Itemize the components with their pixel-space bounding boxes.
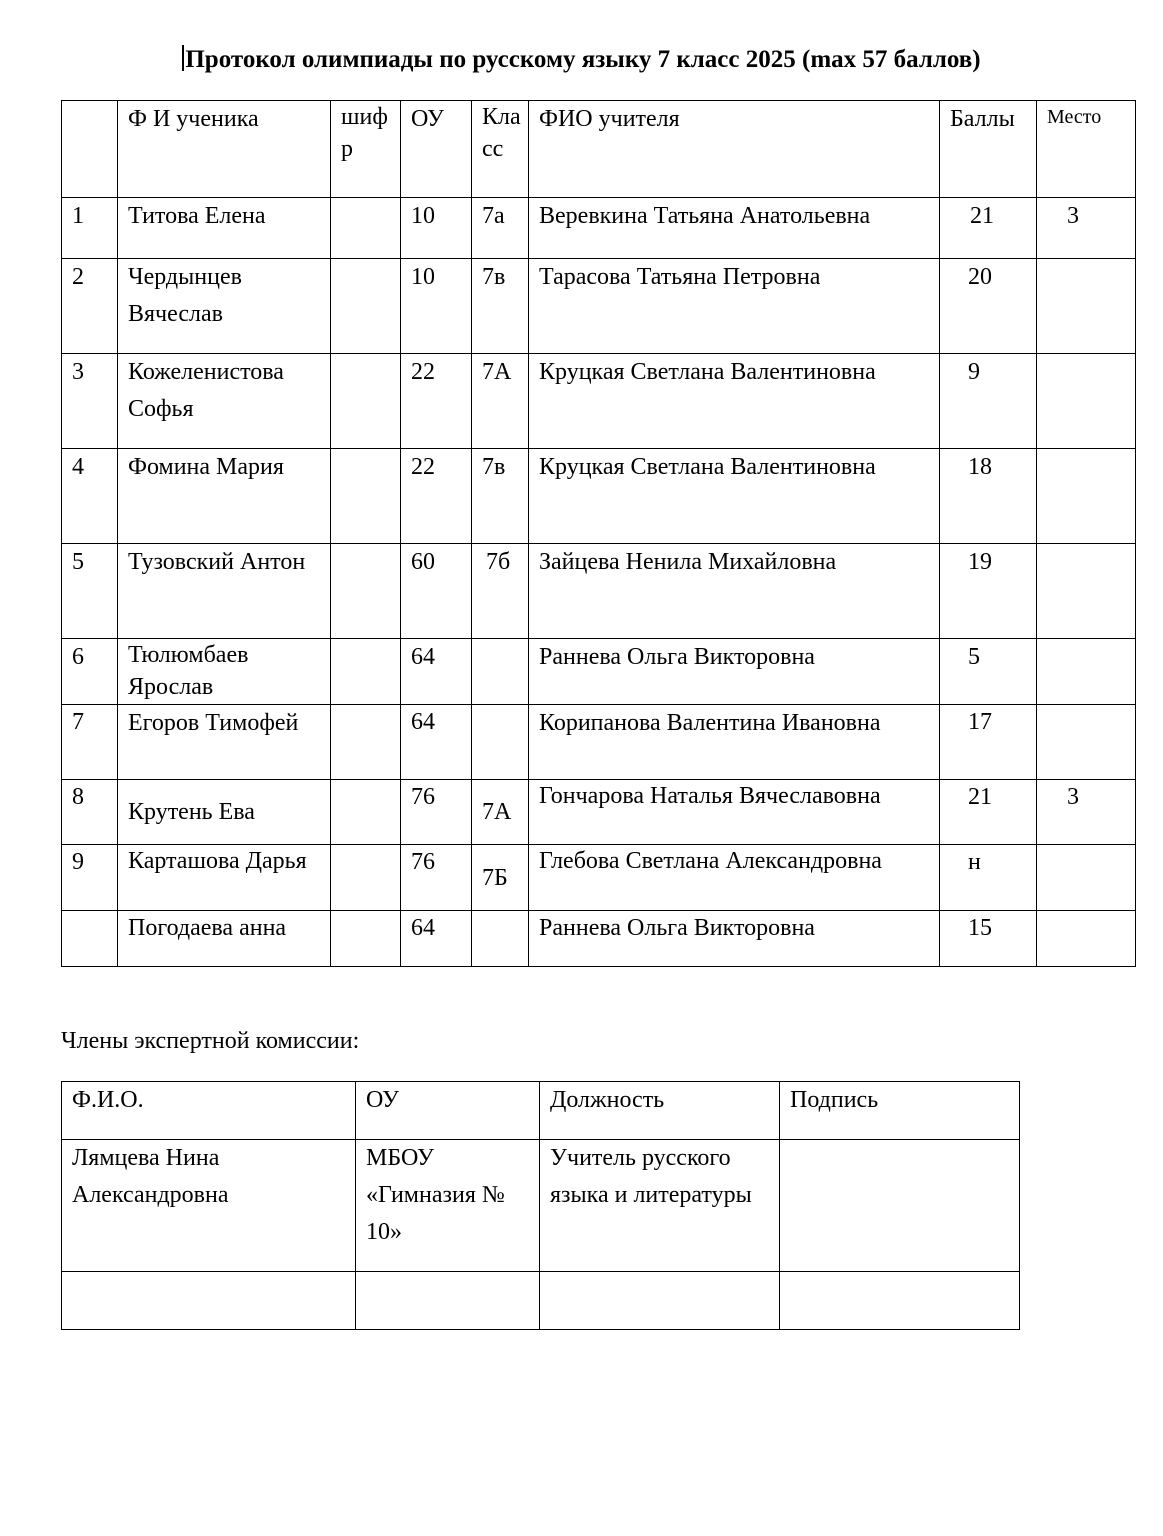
header-teacher: ФИО учителя [529, 101, 940, 198]
row-score: 19 [940, 544, 1037, 639]
row-cipher [331, 449, 401, 544]
row-class: 7А [472, 354, 529, 449]
row-place: 3 [1037, 198, 1136, 259]
row-num: 4 [62, 449, 118, 544]
row-class: 7б [472, 544, 529, 639]
row-num: 2 [62, 259, 118, 354]
row-cipher [331, 198, 401, 259]
row-teacher: Глебова Светлана Александровна [529, 845, 940, 911]
row-cipher [331, 780, 401, 845]
row-place [1037, 639, 1136, 705]
row-score: 21 [940, 780, 1037, 845]
row-num: 8 [62, 780, 118, 845]
expert-signature [780, 1140, 1020, 1272]
row-num: 7 [62, 705, 118, 780]
row-school: 60 [401, 544, 472, 639]
row-student: Чердынцев Вячеслав [118, 259, 331, 354]
row-teacher: Круцкая Светлана Валентиновна [529, 449, 940, 544]
row-cipher [331, 354, 401, 449]
row-school: 76 [401, 780, 472, 845]
row-place: 3 [1037, 780, 1136, 845]
commission-header-row [62, 1082, 1020, 1140]
row-school: 64 [401, 911, 472, 967]
row-school: 64 [401, 639, 472, 705]
table-row [62, 198, 1136, 259]
row-student: Титова Елена [118, 198, 331, 259]
row-class [472, 705, 529, 780]
row-cipher [331, 705, 401, 780]
header-school: ОУ [401, 101, 472, 198]
header-name: Ф.И.О. [62, 1082, 356, 1140]
row-teacher: Корипанова Валентина Ивановна [529, 705, 940, 780]
table-row [62, 845, 1136, 911]
table-row [62, 544, 1136, 639]
row-school: 10 [401, 198, 472, 259]
expert-school: МБОУ «Гимназия № 10» [356, 1140, 540, 1272]
row-class: 7в [472, 259, 529, 354]
row-place [1037, 705, 1136, 780]
header-school: ОУ [356, 1082, 540, 1140]
row-class: 7а [472, 198, 529, 259]
row-score: 17 [940, 705, 1037, 780]
row-place [1037, 259, 1136, 354]
row-place [1037, 911, 1136, 967]
row-school: 64 [401, 705, 472, 780]
expert-position: Учитель русского языка и литературы [540, 1140, 780, 1272]
row-place [1037, 449, 1136, 544]
header-num [62, 101, 118, 198]
row-score: 5 [940, 639, 1037, 705]
row-score: н [940, 845, 1037, 911]
table-row [62, 1140, 1020, 1272]
header-place: Место [1037, 101, 1136, 198]
row-place [1037, 354, 1136, 449]
commission-label: Члены экспертной комиссии: [61, 1028, 360, 1054]
header-class: Класс [472, 101, 529, 198]
row-student: Егоров Тимофей [118, 705, 331, 780]
header-signature: Подпись [780, 1082, 1020, 1140]
expert-school [356, 1272, 540, 1330]
row-num: 3 [62, 354, 118, 449]
row-teacher: Тарасова Татьяна Петровна [529, 259, 940, 354]
row-teacher: Веревкина Татьяна Анатольевна [529, 198, 940, 259]
row-student: Кожеленистова Софья [118, 354, 331, 449]
row-class: 7в [472, 449, 529, 544]
row-school: 22 [401, 449, 472, 544]
table-row [62, 259, 1136, 354]
row-score: 15 [940, 911, 1037, 967]
row-teacher: Зайцева Ненила Михайловна [529, 544, 940, 639]
table-row [62, 449, 1136, 544]
header-score: Баллы [940, 101, 1037, 198]
row-teacher: Раннева Ольга Викторовна [529, 639, 940, 705]
row-school: 10 [401, 259, 472, 354]
row-num: 1 [62, 198, 118, 259]
row-place [1037, 544, 1136, 639]
row-score: 21 [940, 198, 1037, 259]
row-teacher: Раннева Ольга Викторовна [529, 911, 940, 967]
row-num: 6 [62, 639, 118, 705]
row-school: 76 [401, 845, 472, 911]
row-student: Погодаева анна [118, 911, 331, 967]
page-title-text: Протокол олимпиады по русскому языку 7 класс 2025 (max 57 баллов) [185, 46, 981, 73]
row-cipher [331, 259, 401, 354]
row-student: Тюлюмбаев Ярослав [118, 639, 331, 705]
commission-table [61, 1081, 1020, 1330]
row-student: Карташова Дарья [118, 845, 331, 911]
results-header-row [62, 101, 1136, 198]
expert-name [62, 1272, 356, 1330]
row-teacher: Круцкая Светлана Валентиновна [529, 354, 940, 449]
header-position: Должность [540, 1082, 780, 1140]
table-row [62, 1272, 1020, 1330]
row-student: Крутень Ева [118, 780, 331, 845]
row-class [472, 911, 529, 967]
row-school: 22 [401, 354, 472, 449]
row-cipher [331, 911, 401, 967]
row-cipher [331, 845, 401, 911]
row-student: Тузовский Антон [118, 544, 331, 639]
table-row [62, 911, 1136, 967]
row-place [1037, 845, 1136, 911]
row-num: 5 [62, 544, 118, 639]
expert-name: Лямцева Нина Александровна [62, 1140, 356, 1272]
expert-signature [780, 1272, 1020, 1330]
row-cipher [331, 639, 401, 705]
table-row [62, 705, 1136, 780]
results-table [61, 100, 1136, 967]
header-student: Ф И ученика [118, 101, 331, 198]
row-class [472, 639, 529, 705]
row-class: 7А [472, 780, 529, 845]
table-row [62, 639, 1136, 705]
row-student: Фомина Мария [118, 449, 331, 544]
row-class: 7Б [472, 845, 529, 911]
row-score: 20 [940, 259, 1037, 354]
table-row [62, 780, 1136, 845]
row-num: 9 [62, 845, 118, 911]
row-num [62, 911, 118, 967]
row-cipher [331, 544, 401, 639]
row-score: 9 [940, 354, 1037, 449]
page-title [0, 44, 1163, 76]
header-cipher: шифр [331, 101, 401, 198]
expert-position [540, 1272, 780, 1330]
row-teacher: Гончарова Наталья Вячеславовна [529, 780, 940, 845]
table-row [62, 354, 1136, 449]
row-score: 18 [940, 449, 1037, 544]
